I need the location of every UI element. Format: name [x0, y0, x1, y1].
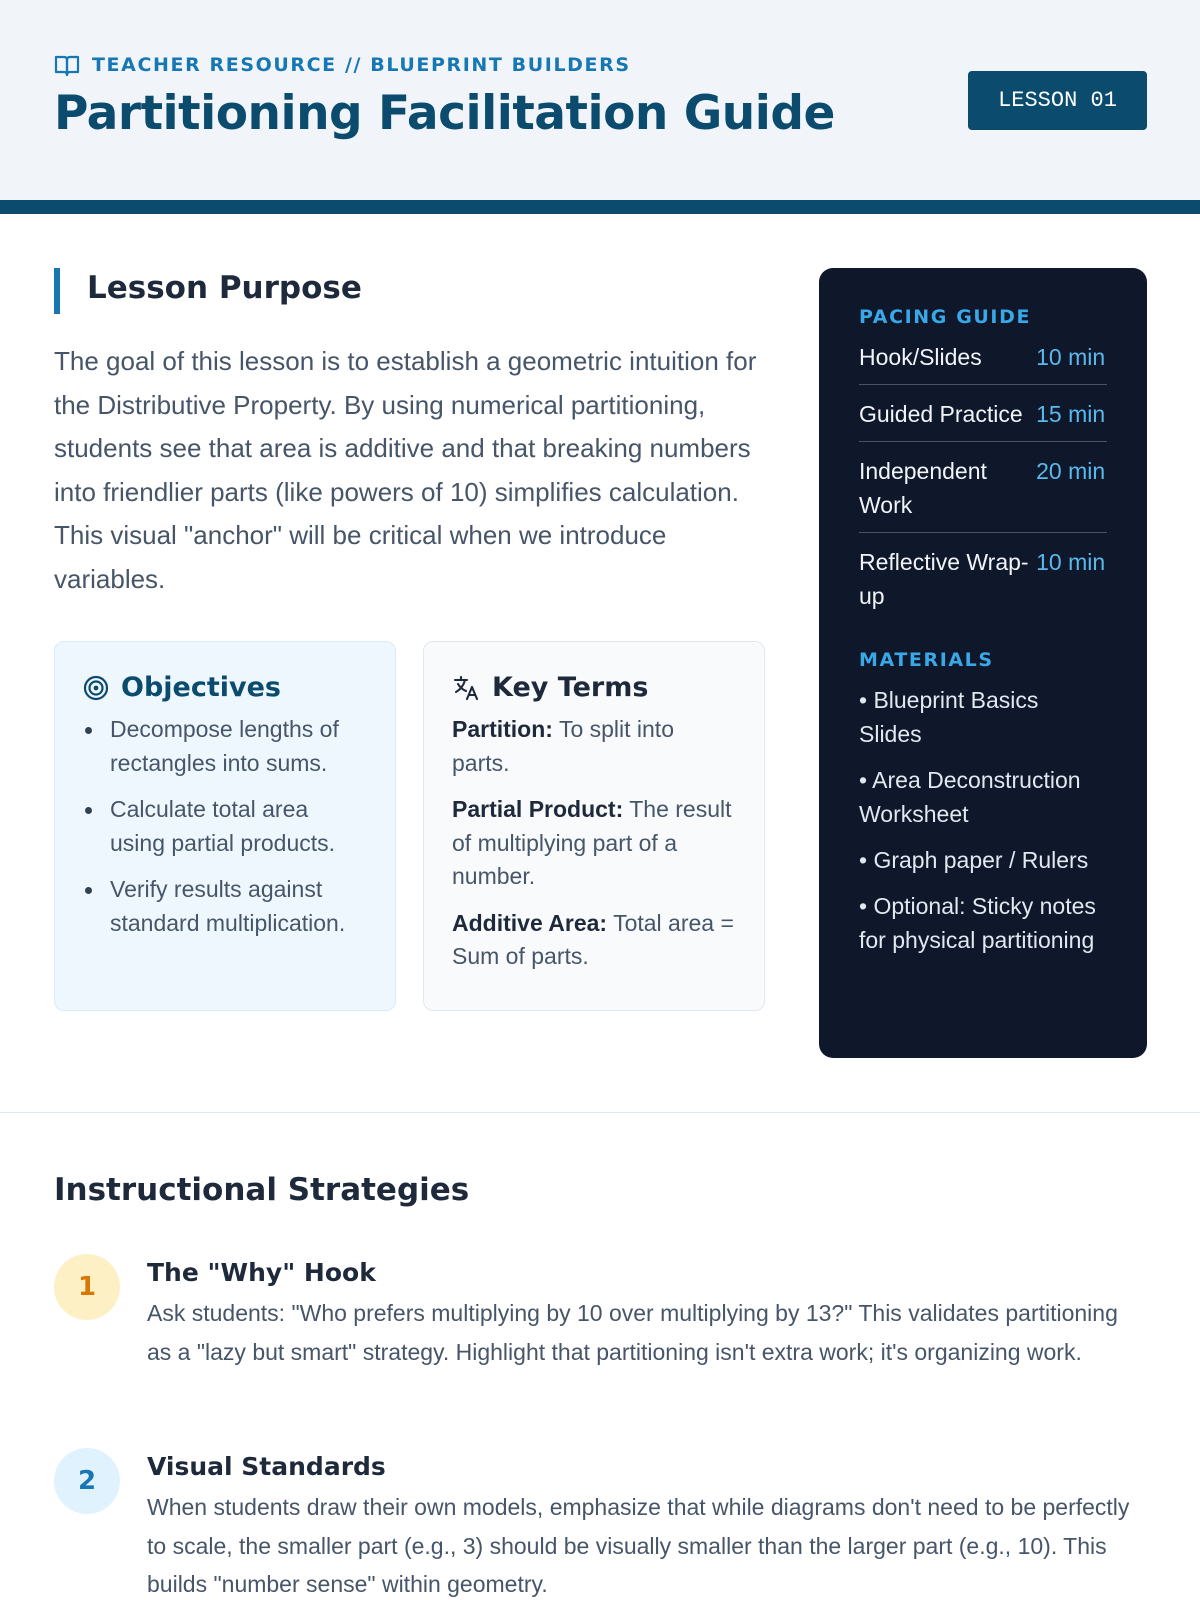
- key-terms-card-header: [452, 672, 736, 703]
- objectives-list: [83, 713, 367, 940]
- pacing-row: [859, 442, 1107, 533]
- key-term-definition: Total area = Sum of parts.: [452, 909, 734, 969]
- key-term-name: Additive Area:: [452, 909, 608, 936]
- step-title: The "Why" Hook: [147, 1258, 376, 1287]
- lesson-badge: LESSON 01: [968, 71, 1147, 130]
- pacing-activity: Guided Practice: [859, 401, 1023, 427]
- pacing-activity: Reflective Wrap-up: [859, 549, 1029, 609]
- step-body: Ask students: "Who prefers multiplying by 10 over multiplying by 13?" This validates partitioning as a "lazy but smart" strategy. Highlight that partitioning isn't extra work; it's organizing work.: [147, 1300, 1118, 1365]
- pacing-row: [859, 533, 1107, 623]
- material-item: • Optional: Sticky notes for physical partitioning: [859, 893, 1096, 953]
- header-divider-bar: [0, 200, 1200, 214]
- step-title: Visual Standards: [147, 1452, 386, 1481]
- objective-item: Verify results against standard multiplication.: [83, 873, 367, 940]
- key-term-name: Partial Product:: [452, 796, 624, 822]
- objective-item: Calculate total area using partial products.: [83, 793, 367, 860]
- pacing-time: 20 min: [1036, 458, 1106, 484]
- key-term-item: [452, 793, 736, 894]
- eyebrow: [54, 54, 631, 76]
- key-terms-title: Key Terms: [492, 672, 649, 703]
- pacing-activity: Independent Work: [859, 458, 987, 518]
- step-body: When students draw their own models, emphasize that while diagrams don't need to be perfectly to scale, the smaller part (e.g., 3) should be visually smaller than the larger part (e.g., 10). This builds "number sense" within geometry.: [147, 1494, 1130, 1597]
- purpose-body: The goal of this lesson is to establish a geometric intuition for the Distributive Property. By using numerical partitioning, students see that area is additive and that breaking numbers into friendlier parts (like powers of 10) simplifies calculation. This visual "anchor" will be critical when we introduce variables.: [54, 346, 757, 594]
- key-terms-card: [423, 641, 765, 1011]
- pacing-row: [859, 328, 1107, 385]
- key-term-name: Partition:: [452, 716, 553, 742]
- strategies-heading: Instructional Strategies: [54, 1172, 470, 1208]
- objectives-card-header: [83, 672, 367, 703]
- key-term-item: [452, 907, 736, 974]
- key-term-definition: To split into parts.: [452, 716, 674, 776]
- objectives-title: Objectives: [121, 672, 281, 703]
- purpose-heading: Lesson Purpose: [87, 270, 362, 306]
- section-accent-bar: [54, 268, 60, 314]
- objectives-card: [54, 641, 396, 1011]
- material-item: • Blueprint Basics Slides: [859, 687, 1039, 747]
- material-item: • Graph paper / Rulers: [859, 847, 1089, 873]
- key-term-item: [452, 713, 736, 780]
- pacing-time: 10 min: [1036, 344, 1106, 370]
- pacing-row: [859, 385, 1107, 442]
- book-open-icon: [54, 54, 80, 76]
- section-divider: [0, 1112, 1200, 1113]
- step-number-badge: 2: [54, 1448, 120, 1514]
- objective-item: Decompose lengths of rectangles into sums.: [83, 713, 367, 780]
- step-number-badge: 1: [54, 1254, 120, 1320]
- eyebrow-text: TEACHER RESOURCE // BLUEPRINT BUILDERS: [92, 54, 631, 76]
- materials-label: MATERIALS: [859, 649, 994, 671]
- pacing-time: 15 min: [1036, 401, 1106, 427]
- pacing-guide-label: PACING GUIDE: [859, 306, 1032, 328]
- translate-icon: [452, 674, 480, 702]
- material-item: • Area Deconstruction Worksheet: [859, 767, 1081, 827]
- sidebar-panel: [819, 268, 1147, 1058]
- target-icon: [83, 675, 109, 701]
- pacing-time: 10 min: [1036, 549, 1106, 575]
- pacing-activity: Hook/Slides: [859, 344, 982, 370]
- page-title: Partitioning Facilitation Guide: [54, 86, 835, 141]
- key-term-definition: The result of multiplying part of a number.: [452, 796, 732, 889]
